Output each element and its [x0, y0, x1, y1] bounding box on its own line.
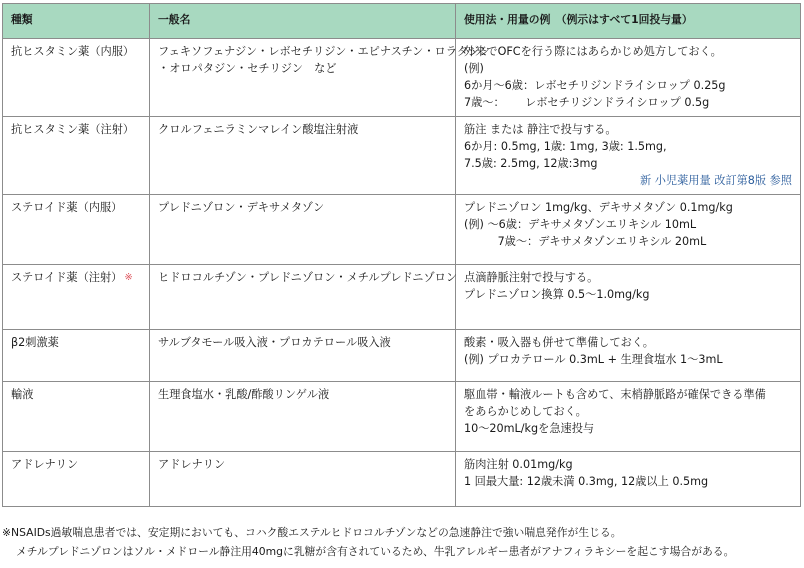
usage-line: 点滴静脈注射で投与する。	[464, 271, 599, 284]
usage-line: 10～20mL/kgを急速投与	[464, 422, 595, 435]
cell-generic	[150, 330, 456, 382]
cell-usage	[456, 265, 801, 330]
cell-generic	[150, 265, 456, 330]
usage-line: 酸素・吸入器も併せて準備しておく。	[464, 336, 654, 349]
cell-generic	[150, 382, 456, 452]
usage-line: 外来でOFCを行う際にはあらかじめ処方しておく。	[464, 45, 722, 58]
usage-line: 筋注 または 静注で投与する。	[464, 123, 617, 136]
drug-type-text: ステロイド薬（内服）	[11, 201, 123, 214]
cell-type	[3, 452, 150, 507]
usage-line: 1 回最大量: 12歳未満 0.3mg, 12歳以上 0.5mg	[464, 475, 709, 488]
drug-type-text: アドレナリン	[11, 458, 79, 471]
generic-line: フェキソフェナジン・レボセチリジン・エピナスチン・ロラタジン	[158, 45, 491, 58]
header-usage: 使用法・用量の例 （例示はすべて1回投与量）	[456, 4, 801, 39]
cell-generic	[150, 195, 456, 265]
footnote	[2, 523, 802, 561]
reference-note: 新 小児薬用量 改訂第8版 参照	[639, 174, 792, 187]
cell-type	[3, 117, 150, 195]
table-row	[3, 39, 801, 117]
generic-line: 生理食塩水・乳酸/酢酸リンゲル液	[158, 388, 330, 401]
cell-usage	[456, 330, 801, 382]
cell-type	[3, 330, 150, 382]
table-row	[3, 117, 801, 195]
cell-type	[3, 265, 150, 330]
cell-type	[3, 195, 150, 265]
generic-line: クロルフェニラミンマレイン酸塩注射液	[158, 123, 359, 136]
drug-type-text: 抗ヒスタミン薬（注射）	[11, 123, 135, 136]
table-row	[3, 195, 801, 265]
generic-line: プレドニゾロン・デキサメタゾン	[158, 201, 325, 214]
cell-generic	[150, 452, 456, 507]
footnote-line-1: ※NSAIDs過敏喘息患者では、安定期においても、コハク酸エステルヒドロコルチゾンなどの急速静注で強い喘息発作が生じる。	[2, 526, 622, 539]
cell-generic	[150, 39, 491, 117]
usage-line: プレドニゾロン換算 0.5～1.0mg/kg	[464, 288, 650, 301]
usage-line: (例)	[464, 62, 484, 75]
table-header-row	[3, 4, 801, 39]
usage-line: 7歳～：デキサメタゾンエリキシル 20mL	[464, 235, 707, 248]
header-generic-name: 一般名	[150, 4, 456, 39]
usage-line: 駆血帯・輸液ルートも含めて、末梢静脈路が確保できる準備	[464, 388, 766, 401]
usage-line: 6か月: 0.5mg, 1歳: 1mg, 3歳: 1.5mg,	[464, 140, 667, 153]
usage-line: プレドニゾロン 1mg/kg、デキサメタゾン 0.1mg/kg	[464, 201, 733, 214]
drug-table	[2, 3, 801, 507]
cell-type	[3, 382, 150, 452]
usage-line: (例) プロカテロール 0.3mL + 生理食塩水 1～3mL	[464, 353, 723, 366]
drug-type-text: 抗ヒスタミン薬（内服）	[11, 45, 135, 58]
table-row	[3, 265, 801, 330]
generic-line: アドレナリン	[158, 458, 226, 471]
usage-line: 6か月～6歳：レボセチリジンドライシロップ 0.25g	[464, 79, 726, 92]
drug-type-text: ステロイド薬（注射）	[11, 271, 123, 284]
table-row	[3, 382, 801, 452]
generic-line: ・オロパタジン・セチリジン など	[158, 62, 337, 75]
table-row	[3, 452, 801, 507]
cell-usage	[456, 382, 801, 452]
drug-type-text: β2刺激薬	[11, 336, 59, 349]
cell-usage	[456, 117, 801, 195]
usage-line: 7.5歳: 2.5mg, 12歳:3mg	[464, 157, 598, 170]
usage-line: 筋肉注射 0.01mg/kg	[464, 458, 573, 471]
drug-type-text: 輸液	[11, 388, 34, 401]
cell-usage	[456, 195, 801, 265]
generic-line: サルブタモール吸入液・プロカテロール吸入液	[158, 336, 391, 349]
usage-line: をあらかじめしておく。	[464, 405, 587, 418]
asterisk-mark: ※	[124, 272, 133, 283]
table-row	[3, 330, 801, 382]
usage-line: 7歳～： レボセチリジンドライシロップ 0.5g	[464, 96, 710, 109]
generic-line: ヒドロコルチゾン・プレドニゾロン・メチルプレドニゾロン	[158, 271, 458, 284]
cell-type	[3, 39, 150, 117]
cell-usage	[456, 452, 801, 507]
cell-usage	[456, 39, 801, 117]
usage-line: (例) ～6歳：デキサメタゾンエリキシル 10mL	[464, 218, 697, 231]
cell-generic	[150, 117, 456, 195]
header-type: 種類	[3, 4, 150, 39]
footnote-line-2: メチルプレドニゾロンはソル・メドロール静注用40mgに乳糖が含有されているため、牛乳アレルギー患者がアナフィラキシーを起こす場合がある。	[16, 545, 735, 558]
